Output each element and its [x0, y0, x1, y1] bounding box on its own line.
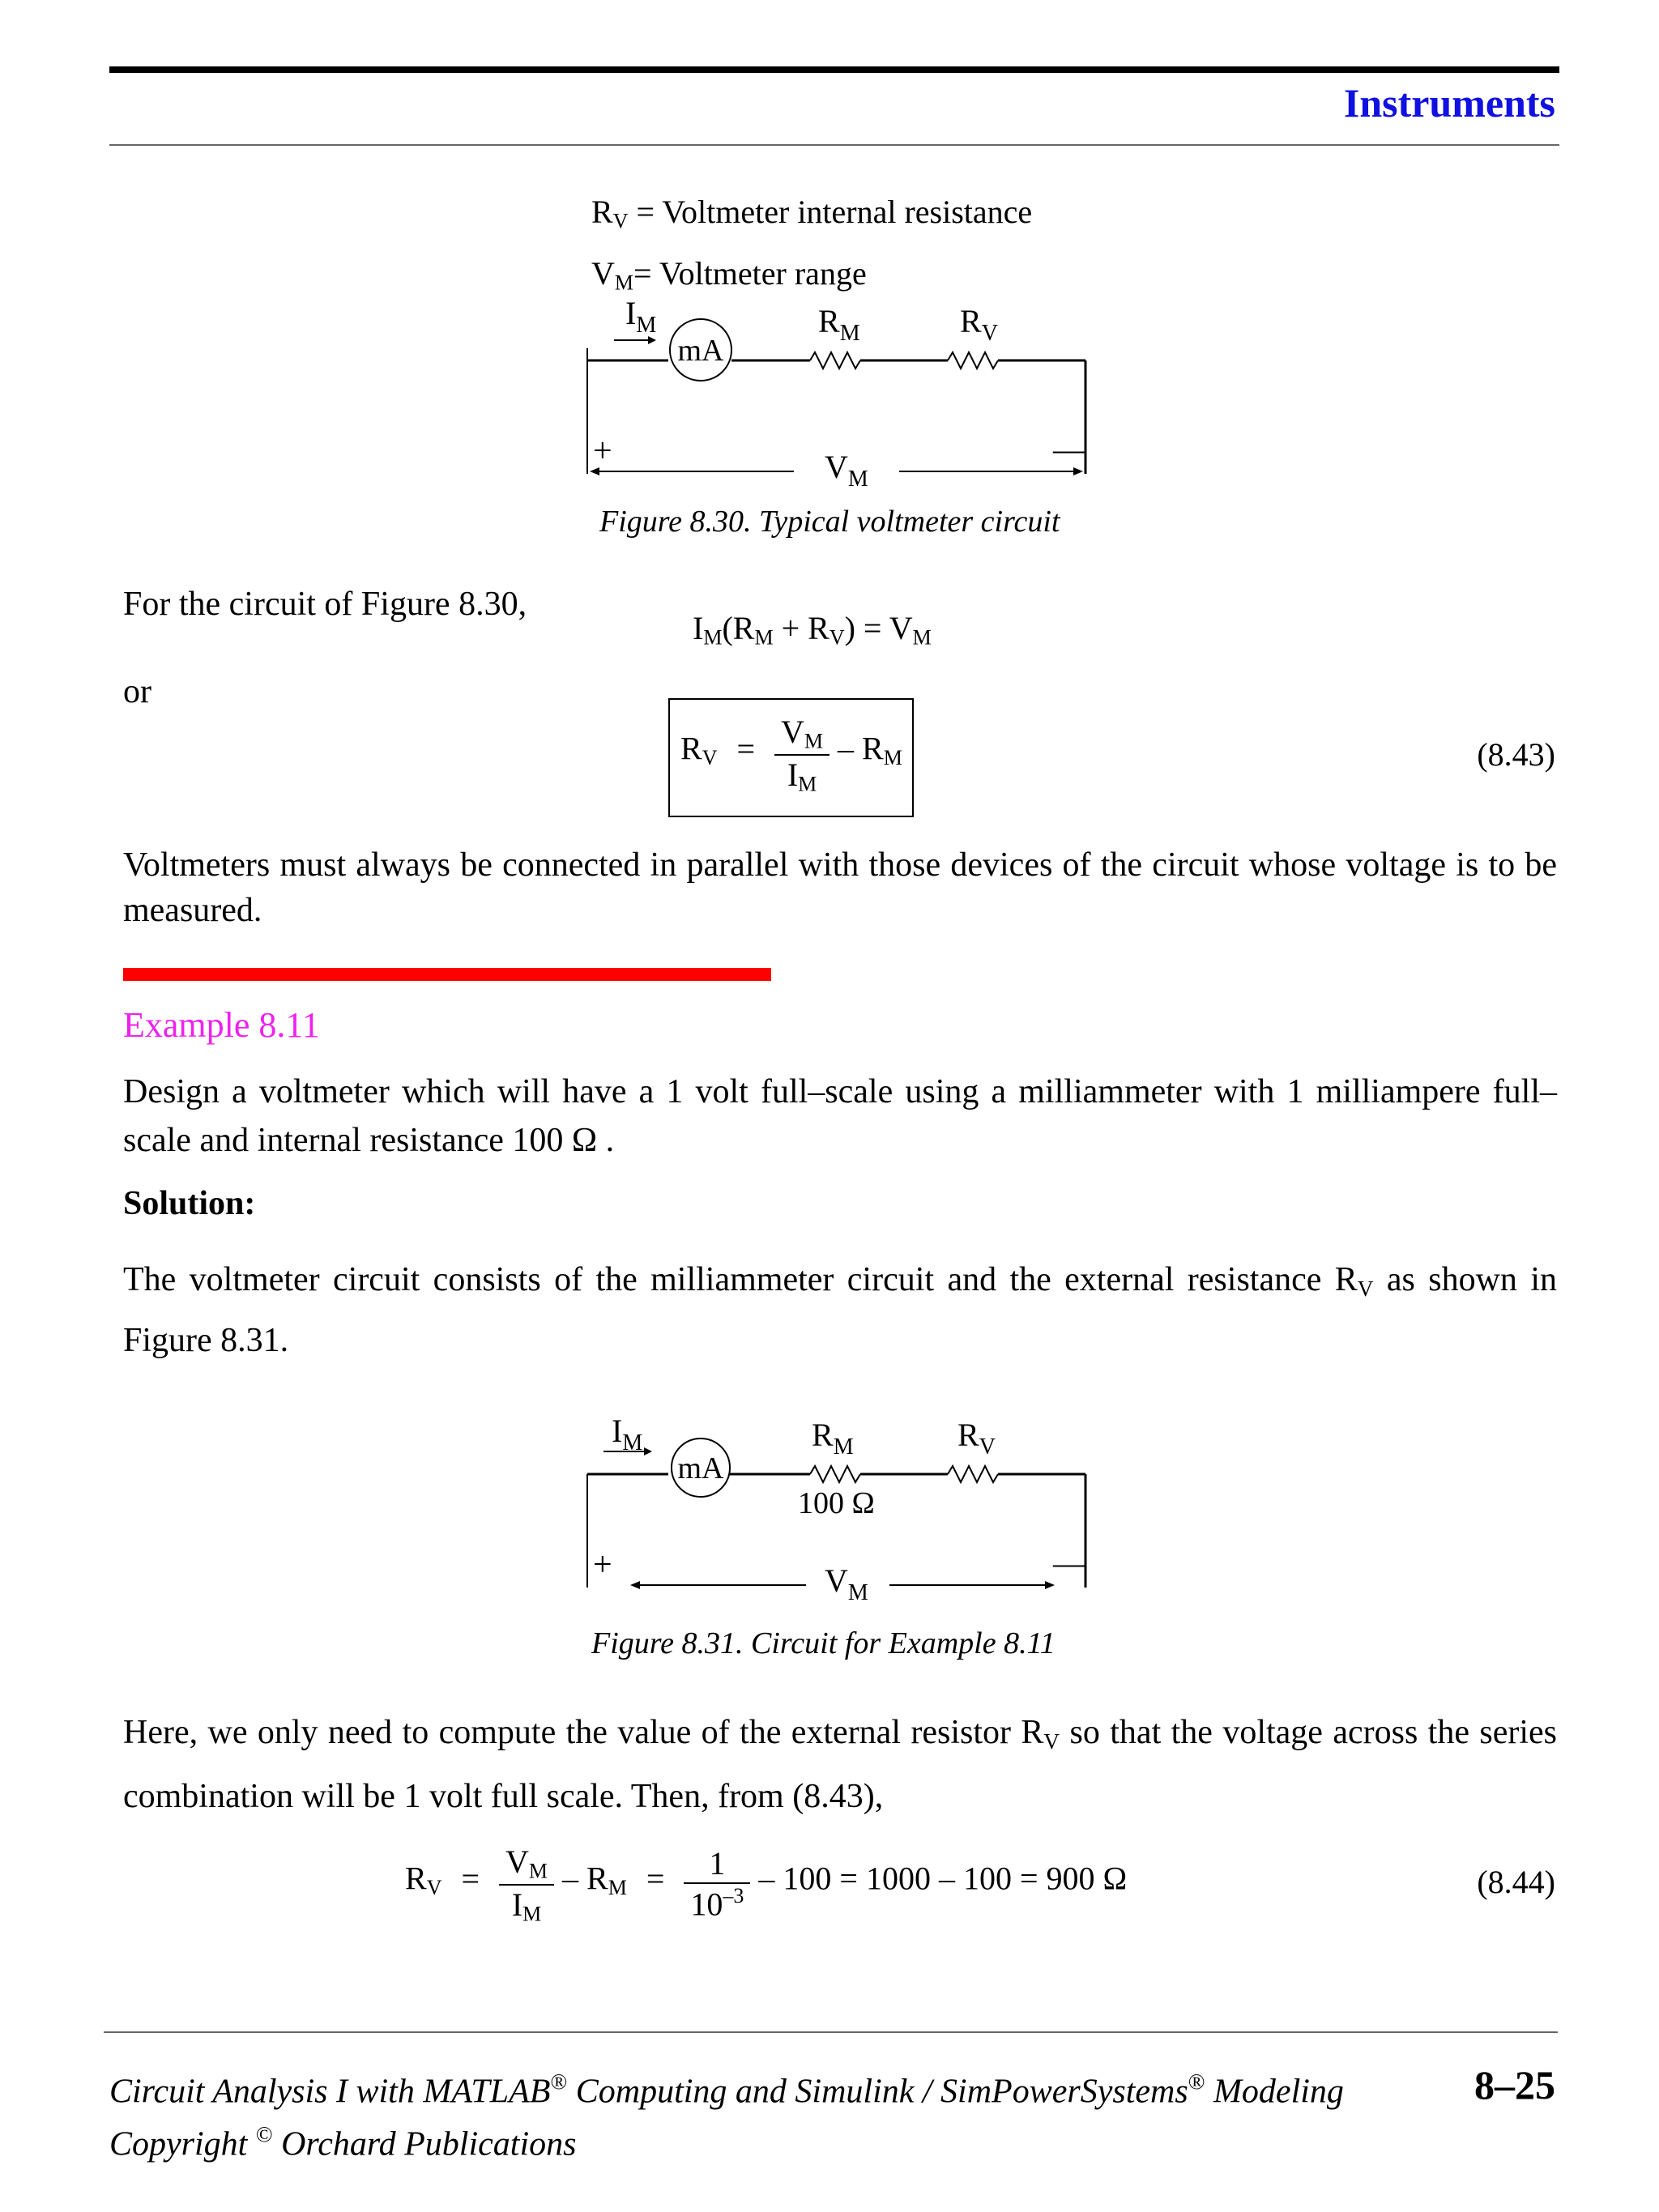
- plus-label: +: [593, 433, 612, 470]
- page-number: 8–25: [1474, 2062, 1555, 2108]
- equation-number-8-43: (8.43): [1477, 736, 1555, 773]
- para-for-circuit: For the circuit of Figure 8.30,: [123, 586, 527, 623]
- definitions: [591, 186, 1032, 309]
- equation-series: $I_M(R_M + R_V) = V_M$: [693, 610, 932, 650]
- vm-label: $V_M$: [825, 449, 868, 486]
- example-title: Example 8.11: [123, 1005, 320, 1045]
- minus-label: —: [1053, 431, 1085, 467]
- equation-8-44: $R_V$ = $\frac{V_M}{I_M}$ – $R_M$ = $\frac{1}{10^{-3}}$ – 100 = 1000 – 100 = 900 Ω: [405, 1843, 1128, 1925]
- header-rule: [109, 144, 1559, 146]
- footer-title: Circuit Analysis I with MATLAB® Computing and Simulink / SimPowerSystems® Modeling: [109, 2069, 1344, 2111]
- definition-rv: $R_V$ = Voltmeter internal resistance: [591, 194, 1033, 233]
- rm-value: 100 Ω: [798, 1486, 875, 1520]
- running-header: Instruments: [1343, 80, 1555, 126]
- solution-label: Solution:: [123, 1185, 256, 1222]
- meter-label: mA: [677, 1451, 724, 1485]
- im-label: $I_M$: [625, 300, 657, 338]
- top-rule: [109, 66, 1559, 73]
- para-compute: Here, we only need to compute the value of the external resistor $R_V$ so that the voltage across the series combination will be 1 volt full scale. Then, from (8.43),: [123, 1714, 1557, 1815]
- resistor-rm-icon: [810, 1466, 860, 1482]
- minus-label: —: [1053, 1545, 1085, 1581]
- figure-8-30-circuit: [567, 300, 1118, 486]
- figure-8-30-caption: Figure 8.30. Typical voltmeter circuit: [599, 505, 1060, 539]
- rm-label: $R_M$: [818, 303, 860, 346]
- rv-label: $R_V$: [960, 303, 998, 346]
- example-text: Design a voltmeter which will have a 1 volt full–scale using a milliammeter with 1 milliampere full–scale and internal resistance 100 Ω .: [123, 1073, 1557, 1159]
- equation-8-43: $R_V$ = $\frac{V_M}{I_M}$ – $R_M$: [680, 714, 902, 795]
- meter-label: mA: [677, 334, 724, 368]
- plus-label: +: [593, 1546, 612, 1583]
- resistor-rv-icon: [948, 1466, 998, 1482]
- resistor-rv-icon: [948, 352, 998, 369]
- im-label: $I_M$: [612, 1413, 643, 1455]
- resistor-rm-icon: [810, 352, 860, 369]
- definition-vm: $V_M=$ Voltmeter range: [591, 254, 867, 294]
- footer-rule: [104, 2031, 1558, 2033]
- para-or: or: [123, 673, 151, 710]
- section-divider-bar: [123, 968, 771, 981]
- solution-text: The voltmeter circuit consists of the milliammeter circuit and the external resistance $R_V$ as shown in Figure 8.31.: [123, 1261, 1557, 1359]
- vm-label: $V_M$: [825, 1562, 868, 1604]
- para-parallel: Voltmeters must always be connected in parallel with those devices of the circuit whose voltage is to be measured.: [123, 846, 1557, 929]
- footer-copyright: Copyright © Orchard Publications: [109, 2122, 577, 2163]
- rm-label: $R_M$: [812, 1417, 854, 1460]
- rv-label: $R_V$: [957, 1417, 996, 1460]
- equation-number-8-44: (8.44): [1477, 1864, 1555, 1900]
- figure-8-31-circuit: [567, 1409, 1118, 1604]
- figure-8-31-caption: Figure 8.31. Circuit for Example 8.11: [591, 1626, 1056, 1660]
